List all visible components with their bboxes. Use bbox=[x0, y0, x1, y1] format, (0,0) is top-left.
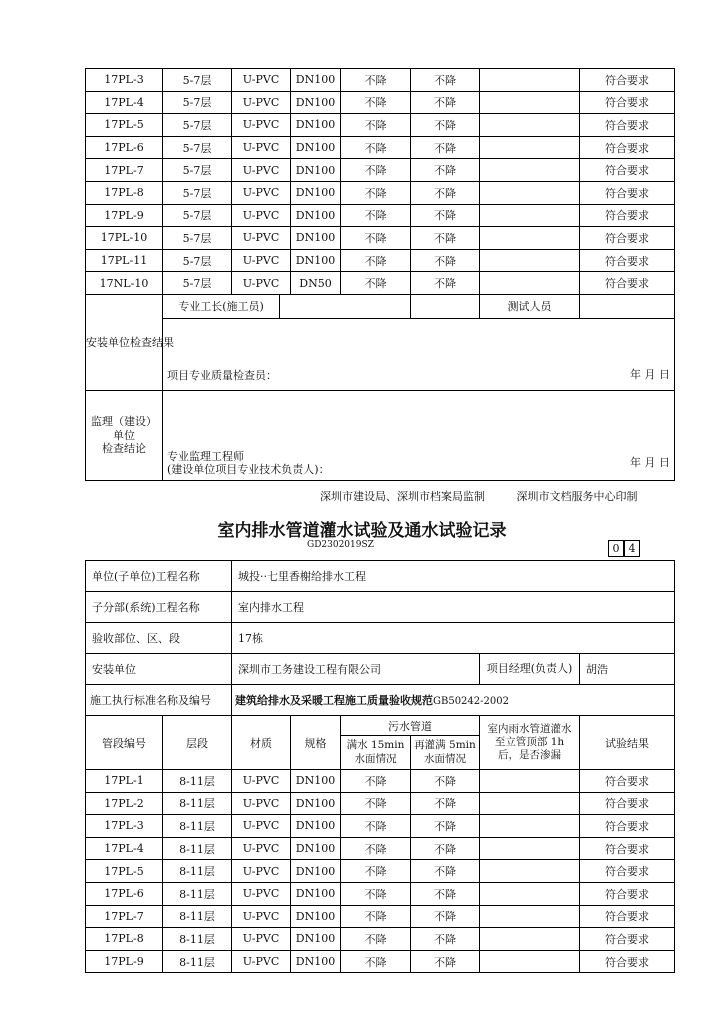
page-digit-2: 4 bbox=[624, 540, 640, 557]
col-full-15min: 满水 15min 水面情况 bbox=[341, 736, 411, 770]
table-row bbox=[86, 114, 675, 137]
cell-floor[interactable]: 5-7层 bbox=[163, 204, 232, 227]
cell-refill-5min[interactable]: 不降 bbox=[411, 114, 480, 137]
cell-rain-leak[interactable] bbox=[480, 837, 580, 860]
cell-full-15min[interactable]: 不降 bbox=[341, 136, 411, 159]
top-record-table bbox=[85, 68, 675, 481]
cell-rain-leak[interactable] bbox=[480, 227, 580, 250]
cell-spec[interactable]: DN100 bbox=[291, 181, 341, 204]
cell-pipe-no[interactable]: 17PL-6 bbox=[86, 882, 163, 905]
cell-floor[interactable]: 8-11层 bbox=[163, 882, 232, 905]
cell-material[interactable]: U-PVC bbox=[232, 792, 291, 815]
cell-full-15min[interactable]: 不降 bbox=[341, 69, 411, 92]
cell-full-15min[interactable]: 不降 bbox=[341, 837, 411, 860]
cell-result[interactable]: 符合要求 bbox=[580, 770, 675, 793]
cell-pipe-no[interactable]: 17PL-1 bbox=[86, 770, 163, 793]
cell-pipe-no[interactable]: 17NL-10 bbox=[86, 272, 163, 295]
top-table-body bbox=[86, 69, 675, 295]
cell-spec[interactable]: DN100 bbox=[291, 792, 341, 815]
col-rain-leak: 室内雨水管道灌水至立管顶部 1h 后，是否渗漏 bbox=[480, 716, 580, 770]
cell-spec[interactable]: DN100 bbox=[291, 837, 341, 860]
cell-spec[interactable]: DN100 bbox=[291, 91, 341, 114]
table-row bbox=[86, 770, 675, 793]
cell-rain-leak[interactable] bbox=[480, 815, 580, 838]
cell-refill-5min[interactable]: 不降 bbox=[411, 91, 480, 114]
cell-full-15min[interactable]: 不降 bbox=[341, 227, 411, 250]
cell-floor[interactable]: 5-7层 bbox=[163, 91, 232, 114]
cell-full-15min[interactable]: 不降 bbox=[341, 882, 411, 905]
cell-floor[interactable]: 8-11层 bbox=[163, 770, 232, 793]
cell-material[interactable]: U-PVC bbox=[232, 159, 291, 182]
cell-result[interactable]: 符合要求 bbox=[580, 159, 675, 182]
col-pipe-no: 管段编号 bbox=[86, 716, 163, 770]
cell-pipe-no[interactable]: 17PL-4 bbox=[86, 91, 163, 114]
table-row bbox=[86, 204, 675, 227]
cell-floor[interactable]: 5-7层 bbox=[163, 227, 232, 250]
cell-spec[interactable]: DN100 bbox=[291, 227, 341, 250]
install-unit-label: 安装单位 bbox=[86, 654, 232, 685]
install-check-label: 安装单位检查结果 bbox=[86, 294, 163, 390]
cell-floor[interactable]: 8-11层 bbox=[163, 860, 232, 883]
cell-result[interactable]: 符合要求 bbox=[580, 249, 675, 272]
cell-refill-5min[interactable]: 不降 bbox=[411, 837, 480, 860]
cell-material[interactable]: U-PVC bbox=[232, 204, 291, 227]
cell-spec[interactable]: DN100 bbox=[291, 815, 341, 838]
section-value[interactable]: 17栋 bbox=[232, 623, 675, 654]
cell-spec[interactable]: DN100 bbox=[291, 159, 341, 182]
cell-full-15min[interactable]: 不降 bbox=[341, 950, 411, 973]
cell-full-15min[interactable]: 不降 bbox=[341, 249, 411, 272]
cell-refill-5min[interactable]: 不降 bbox=[411, 159, 480, 182]
cell-full-15min[interactable]: 不降 bbox=[341, 204, 411, 227]
cell-result[interactable]: 符合要求 bbox=[580, 114, 675, 137]
cell-full-15min[interactable]: 不降 bbox=[341, 792, 411, 815]
cell-pipe-no[interactable]: 17PL-4 bbox=[86, 837, 163, 860]
cell-result[interactable]: 符合要求 bbox=[580, 181, 675, 204]
cell-floor[interactable]: 8-11层 bbox=[163, 792, 232, 815]
subdivision-label: 子分部(系统)工程名称 bbox=[86, 592, 232, 623]
cell-material[interactable]: U-PVC bbox=[232, 181, 291, 204]
cell-material[interactable]: U-PVC bbox=[232, 905, 291, 928]
page-digit-1: 0 bbox=[608, 540, 624, 557]
footer-supervisor: 深圳市建设局、深圳市档案局监制 bbox=[320, 490, 485, 503]
cell-spec[interactable]: DN100 bbox=[291, 860, 341, 883]
supervision-label: 监理（建设）单位 检查结论 bbox=[86, 390, 163, 480]
cell-pipe-no[interactable]: 17PL-7 bbox=[86, 159, 163, 182]
col-floor: 层段 bbox=[163, 716, 232, 770]
cell-refill-5min[interactable]: 不降 bbox=[411, 770, 480, 793]
tester-value[interactable] bbox=[580, 294, 675, 318]
foreman-value[interactable] bbox=[411, 294, 480, 318]
table-row bbox=[86, 181, 675, 204]
table-row bbox=[86, 905, 675, 928]
col-refill-5min: 再灌满 5min 水面情况 bbox=[411, 736, 480, 770]
bottom-table-body bbox=[86, 770, 675, 973]
form-code: GD2302019SZ bbox=[307, 540, 374, 550]
cell-refill-5min[interactable]: 不降 bbox=[411, 249, 480, 272]
quality-inspector-label: 项目专业质量检查员： bbox=[167, 368, 277, 382]
standard-name: 建筑给排水及采暖工程施工质量验收规范 bbox=[235, 694, 433, 707]
cell-pipe-no[interactable]: 17PL-7 bbox=[86, 905, 163, 928]
table-row bbox=[86, 272, 675, 295]
cell-result[interactable]: 符合要求 bbox=[580, 69, 675, 92]
table-row bbox=[86, 860, 675, 883]
cell-rain-leak[interactable] bbox=[480, 204, 580, 227]
project-manager-label: 项目经理(负责人) bbox=[480, 654, 580, 685]
cell-result[interactable]: 符合要求 bbox=[580, 204, 675, 227]
cell-full-15min[interactable]: 不降 bbox=[341, 91, 411, 114]
cell-full-15min[interactable]: 不降 bbox=[341, 860, 411, 883]
install-sign-area[interactable] bbox=[163, 318, 675, 390]
standard-code: GB50242-2002 bbox=[433, 696, 509, 707]
cell-pipe-no[interactable]: 17PL-10 bbox=[86, 227, 163, 250]
cell-spec[interactable]: DN50 bbox=[291, 272, 341, 295]
table-row bbox=[86, 249, 675, 272]
col-sewage: 污水管道 bbox=[341, 716, 480, 736]
cell-floor[interactable]: 5-7层 bbox=[163, 272, 232, 295]
cell-result[interactable]: 符合要求 bbox=[580, 136, 675, 159]
cell-result[interactable]: 符合要求 bbox=[580, 882, 675, 905]
cell-material[interactable]: U-PVC bbox=[232, 882, 291, 905]
cell-refill-5min[interactable]: 不降 bbox=[411, 272, 480, 295]
cell-material[interactable]: U-PVC bbox=[232, 860, 291, 883]
cell-rain-leak[interactable] bbox=[480, 272, 580, 295]
cell-pipe-no[interactable]: 17PL-9 bbox=[86, 950, 163, 973]
project-name-value[interactable]: 城投··七里香榭给排水工程 bbox=[232, 561, 675, 592]
cell-rain-leak[interactable] bbox=[480, 181, 580, 204]
cell-full-15min[interactable]: 不降 bbox=[341, 928, 411, 951]
foreman-label: 专业工长(施工员) bbox=[163, 295, 280, 318]
cell-result[interactable]: 符合要求 bbox=[580, 227, 675, 250]
cell-rain-leak[interactable] bbox=[480, 249, 580, 272]
cell-result[interactable]: 符合要求 bbox=[580, 815, 675, 838]
install-date: 年 月 日 bbox=[630, 367, 670, 381]
cell-pipe-no[interactable]: 17PL-3 bbox=[86, 815, 163, 838]
cell-floor[interactable]: 8-11层 bbox=[163, 950, 232, 973]
cell-pipe-no[interactable]: 17PL-3 bbox=[86, 69, 163, 92]
cell-floor[interactable]: 5-7层 bbox=[163, 181, 232, 204]
section-label: 验收部位、区、段 bbox=[86, 623, 232, 654]
supervision-date: 年 月 日 bbox=[630, 455, 670, 469]
cell-material[interactable]: U-PVC bbox=[232, 91, 291, 114]
cell-full-15min[interactable]: 不降 bbox=[341, 159, 411, 182]
cell-refill-5min[interactable]: 不降 bbox=[411, 928, 480, 951]
footer-printer: 深圳市文档服务中心印制 bbox=[516, 490, 638, 503]
cell-rain-leak[interactable] bbox=[480, 136, 580, 159]
tester-label: 测试人员 bbox=[480, 294, 580, 318]
cell-refill-5min[interactable]: 不降 bbox=[411, 227, 480, 250]
cell-rain-leak[interactable] bbox=[480, 91, 580, 114]
cell-spec[interactable]: DN100 bbox=[291, 69, 341, 92]
cell-result[interactable]: 符合要求 bbox=[580, 837, 675, 860]
cell-rain-leak[interactable] bbox=[480, 114, 580, 137]
cell-spec[interactable]: DN100 bbox=[291, 905, 341, 928]
cell-spec[interactable]: DN100 bbox=[291, 950, 341, 973]
cell-spec[interactable]: DN100 bbox=[291, 136, 341, 159]
cell-pipe-no[interactable]: 17PL-8 bbox=[86, 181, 163, 204]
cell-spec[interactable]: DN100 bbox=[291, 249, 341, 272]
cell-pipe-no[interactable]: 17PL-9 bbox=[86, 204, 163, 227]
cell-pipe-no[interactable]: 17PL-11 bbox=[86, 249, 163, 272]
cell-rain-leak[interactable] bbox=[480, 882, 580, 905]
cell-full-15min[interactable]: 不降 bbox=[341, 815, 411, 838]
cell-full-15min[interactable]: 不降 bbox=[341, 770, 411, 793]
cell-refill-5min[interactable]: 不降 bbox=[411, 950, 480, 973]
cell-material[interactable]: U-PVC bbox=[232, 815, 291, 838]
cell-material[interactable]: U-PVC bbox=[232, 114, 291, 137]
cell-full-15min[interactable]: 不降 bbox=[341, 905, 411, 928]
cell-material[interactable]: U-PVC bbox=[232, 950, 291, 973]
cell-result[interactable]: 符合要求 bbox=[580, 272, 675, 295]
cell-rain-leak[interactable] bbox=[480, 69, 580, 92]
table-row bbox=[86, 69, 675, 92]
cell-refill-5min[interactable]: 不降 bbox=[411, 204, 480, 227]
project-manager-value[interactable]: 胡浩 bbox=[580, 654, 675, 685]
standard-label: 施工执行标准名称及编号 bbox=[86, 685, 232, 716]
cell-result[interactable]: 符合要求 bbox=[580, 792, 675, 815]
cell-floor[interactable]: 5-7层 bbox=[163, 249, 232, 272]
table-row bbox=[86, 91, 675, 114]
cell-rain-leak[interactable] bbox=[480, 928, 580, 951]
table-row bbox=[86, 928, 675, 951]
cell-material[interactable]: U-PVC bbox=[232, 272, 291, 295]
table-row bbox=[86, 837, 675, 860]
bottom-record-table bbox=[85, 560, 675, 973]
cell-rain-leak[interactable] bbox=[480, 905, 580, 928]
table-row bbox=[86, 159, 675, 182]
cell-rain-leak[interactable] bbox=[480, 950, 580, 973]
cell-material[interactable]: U-PVC bbox=[232, 249, 291, 272]
cell-refill-5min[interactable]: 不降 bbox=[411, 181, 480, 204]
cell-spec[interactable]: DN100 bbox=[291, 114, 341, 137]
cell-result[interactable]: 符合要求 bbox=[580, 905, 675, 928]
supervision-sign-area[interactable] bbox=[163, 390, 675, 480]
cell-floor[interactable]: 5-7层 bbox=[163, 136, 232, 159]
table-row bbox=[86, 792, 675, 815]
cell-spec[interactable]: DN100 bbox=[291, 928, 341, 951]
cell-result[interactable]: 符合要求 bbox=[580, 91, 675, 114]
cell-pipe-no[interactable]: 17PL-6 bbox=[86, 136, 163, 159]
cell-spec[interactable]: DN100 bbox=[291, 204, 341, 227]
cell-refill-5min[interactable]: 不降 bbox=[411, 815, 480, 838]
cell-refill-5min[interactable]: 不降 bbox=[411, 69, 480, 92]
cell-rain-leak[interactable] bbox=[480, 792, 580, 815]
subdivision-value[interactable]: 室内排水工程 bbox=[232, 592, 675, 623]
form-title: 室内排水管道灌水试验及通水试验记录 bbox=[217, 521, 507, 541]
cell-floor[interactable]: 5-7层 bbox=[163, 159, 232, 182]
table-row bbox=[86, 227, 675, 250]
cell-spec[interactable]: DN100 bbox=[291, 770, 341, 793]
cell-material[interactable]: U-PVC bbox=[232, 227, 291, 250]
table-row bbox=[86, 815, 675, 838]
cell-floor[interactable]: 5-7层 bbox=[163, 114, 232, 137]
cell-material[interactable]: U-PVC bbox=[232, 928, 291, 951]
standard-value[interactable] bbox=[232, 685, 675, 716]
col-material: 材质 bbox=[232, 716, 291, 770]
cell-material[interactable]: U-PVC bbox=[232, 837, 291, 860]
cell-rain-leak[interactable] bbox=[480, 860, 580, 883]
project-name-label: 单位(子单位)工程名称 bbox=[86, 561, 232, 592]
cell-full-15min[interactable]: 不降 bbox=[341, 114, 411, 137]
cell-result[interactable]: 符合要求 bbox=[580, 950, 675, 973]
cell-material[interactable]: U-PVC bbox=[232, 69, 291, 92]
cell-pipe-no[interactable]: 17PL-5 bbox=[86, 860, 163, 883]
cell-floor[interactable]: 8-11层 bbox=[163, 905, 232, 928]
page-footer bbox=[320, 488, 666, 504]
table-row bbox=[86, 950, 675, 973]
cell-result[interactable]: 符合要求 bbox=[580, 860, 675, 883]
supervising-engineer-label: 专业监理工程师 (建设单位项目专业技术负责人)： bbox=[167, 449, 330, 476]
cell-pipe-no[interactable]: 17PL-8 bbox=[86, 928, 163, 951]
cell-floor[interactable]: 8-11层 bbox=[163, 815, 232, 838]
cell-spec[interactable]: DN100 bbox=[291, 882, 341, 905]
cell-full-15min[interactable]: 不降 bbox=[341, 272, 411, 295]
cell-material[interactable]: U-PVC bbox=[232, 770, 291, 793]
cell-refill-5min[interactable]: 不降 bbox=[411, 136, 480, 159]
cell-refill-5min[interactable]: 不降 bbox=[411, 905, 480, 928]
cell-refill-5min[interactable]: 不降 bbox=[411, 792, 480, 815]
cell-rain-leak[interactable] bbox=[480, 770, 580, 793]
cell-refill-5min[interactable]: 不降 bbox=[411, 860, 480, 883]
cell-result[interactable]: 符合要求 bbox=[580, 928, 675, 951]
cell-pipe-no[interactable]: 17PL-2 bbox=[86, 792, 163, 815]
cell-floor[interactable]: 8-11层 bbox=[163, 837, 232, 860]
cell-floor[interactable]: 8-11层 bbox=[163, 928, 232, 951]
cell-full-15min[interactable]: 不降 bbox=[341, 181, 411, 204]
cell-floor[interactable]: 5-7层 bbox=[163, 69, 232, 92]
col-result: 试验结果 bbox=[580, 716, 675, 770]
cell-rain-leak[interactable] bbox=[480, 159, 580, 182]
install-unit-value[interactable]: 深圳市工务建设工程有限公司 bbox=[232, 654, 480, 685]
table-row bbox=[86, 882, 675, 905]
col-spec: 规格 bbox=[291, 716, 341, 770]
table-row bbox=[86, 136, 675, 159]
cell-pipe-no[interactable]: 17PL-5 bbox=[86, 114, 163, 137]
cell-material[interactable]: U-PVC bbox=[232, 136, 291, 159]
cell-refill-5min[interactable]: 不降 bbox=[411, 882, 480, 905]
